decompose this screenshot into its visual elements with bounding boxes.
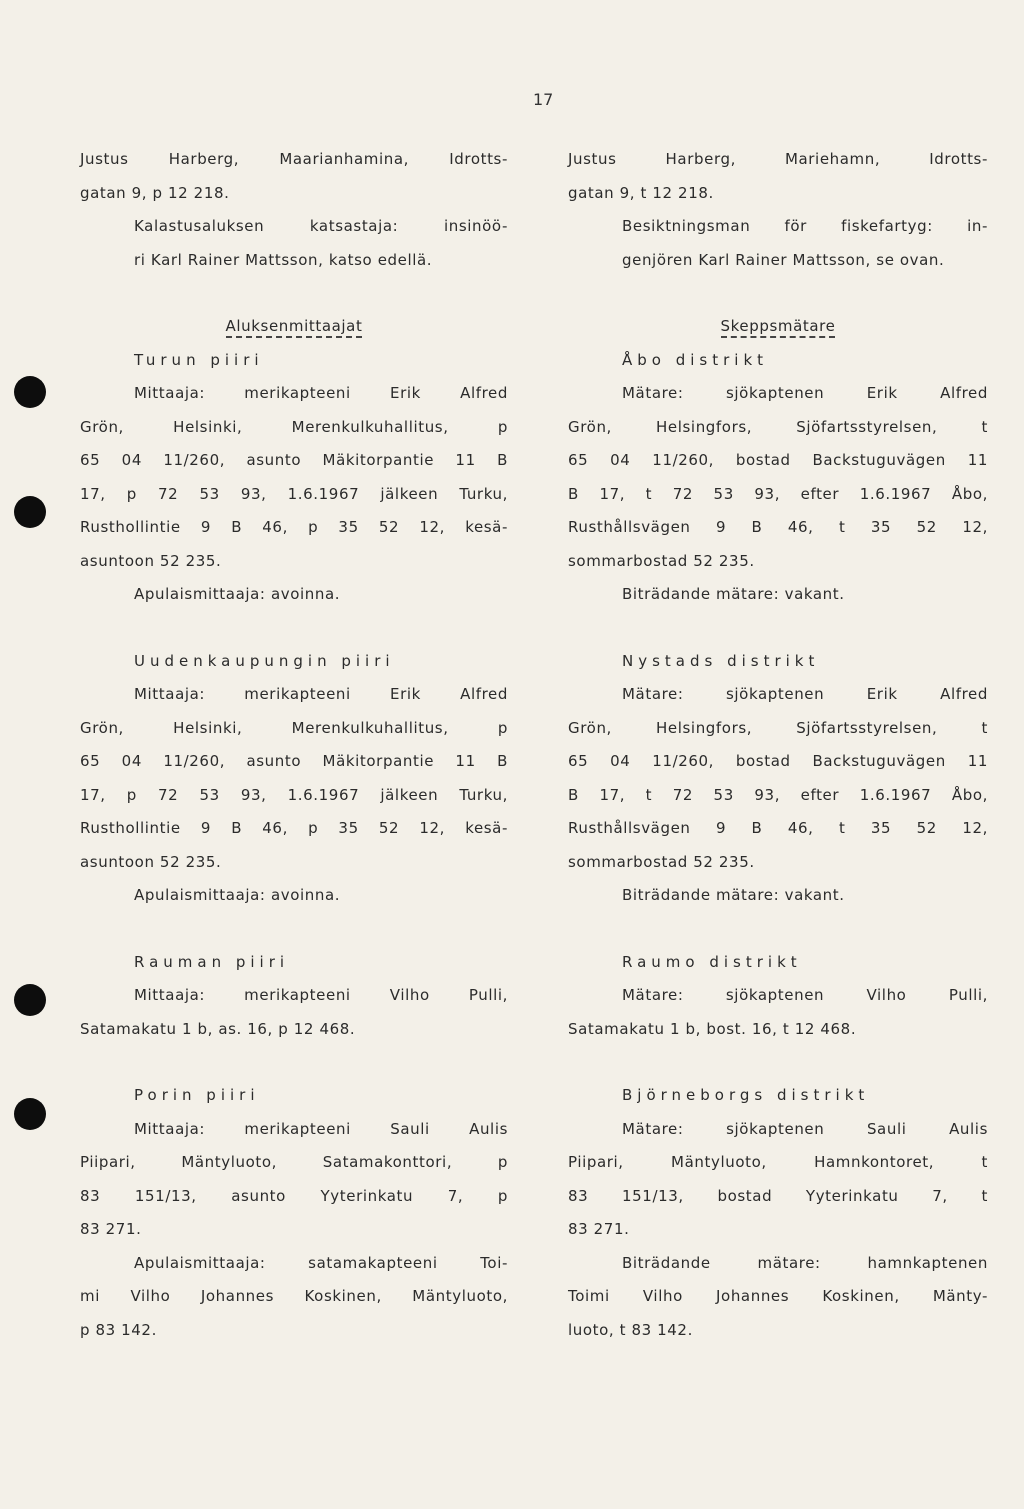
district-line: Mätare: sjökaptenen Sauli Aulis xyxy=(622,1119,988,1138)
section-heading xyxy=(80,310,508,344)
section-heading xyxy=(568,310,988,344)
intro-line: Besiktningsman för fiskefartyg: in- xyxy=(622,217,988,235)
district-line: Mittaaja: merikapteeni Erik Alfred xyxy=(134,685,508,703)
district-line: Grön, Helsinki, Merenkulkuhallitus, p xyxy=(80,417,508,436)
district-line: Satamakatu 1 b, bost. 16, t 12 468. xyxy=(568,1019,857,1038)
district-line: Rusthållsvägen 9 B 46, t 35 52 12, xyxy=(568,518,988,536)
district-line: 83 151/13, asunto Yyterinkatu 7, p xyxy=(80,1186,508,1205)
district-line: Grön, Helsinki, Merenkulkuhallitus, p xyxy=(80,718,508,737)
intro-line: gatan 9, t 12 218. xyxy=(568,183,714,202)
district-line: Mittaaja: merikapteeni Vilho Pulli, xyxy=(134,986,508,1004)
spacer xyxy=(568,612,988,645)
district-line: Mätare: sjökaptenen Erik Alfred xyxy=(622,384,988,402)
district-line: mi Vilho Johannes Koskinen, Mäntyluoto, xyxy=(80,1287,508,1305)
district-line: sommarbostad 52 235. xyxy=(568,551,755,570)
punch-hole-icon xyxy=(14,984,46,1016)
district-line: 17, p 72 53 93, 1.6.1967 jälkeen Turku, xyxy=(80,785,508,804)
intro-line: genjören Karl Rainer Mattsson, se ovan. xyxy=(622,250,945,269)
spacer xyxy=(80,1046,508,1079)
district-line: B 17, t 72 53 93, efter 1.6.1967 Åbo, xyxy=(568,785,988,804)
district-line: Apulaismittaaja: satamakapteeni Toi- xyxy=(134,1253,508,1272)
district-line: 65 04 11/260, asunto Mäkitorpantie 11 B xyxy=(80,752,508,770)
intro-line: ri Karl Rainer Mattsson, katso edellä. xyxy=(134,250,433,269)
district-line: B 17, t 72 53 93, efter 1.6.1967 Åbo, xyxy=(568,484,988,503)
spacer xyxy=(80,612,508,645)
district-line: Rusthollintie 9 B 46, p 35 52 12, kesä- xyxy=(80,819,508,837)
district-line: 65 04 11/260, bostad Backstuguvägen 11 xyxy=(568,752,988,770)
district-line: Toimi Vilho Johannes Koskinen, Mänty- xyxy=(568,1287,988,1305)
district-line: sommarbostad 52 235. xyxy=(568,852,755,871)
district-line: Rusthollintie 9 B 46, p 35 52 12, kesä- xyxy=(80,518,508,536)
intro-line: Justus Harberg, Mariehamn, Idrotts- xyxy=(568,150,988,168)
district-title: Uudenkaupungin piiri xyxy=(134,651,395,670)
district-line: Mätare: sjökaptenen Erik Alfred xyxy=(622,685,988,703)
district-line: Biträdande mätare: vakant. xyxy=(622,886,845,904)
punch-hole-icon xyxy=(14,496,46,528)
finnish-column xyxy=(80,143,508,1347)
district-title: Turun piiri xyxy=(134,350,264,369)
spacer xyxy=(568,1046,988,1079)
district-title: Björneborgs distrikt xyxy=(622,1086,870,1104)
district-line: Apulaismittaaja: avoinna. xyxy=(134,886,341,904)
district-line: Mittaaja: merikapteeni Erik Alfred xyxy=(134,384,508,402)
district-line: p 83 142. xyxy=(80,1320,157,1339)
district-line: Biträdande mätare: vakant. xyxy=(622,585,845,603)
spacer xyxy=(568,913,988,946)
intro-line: gatan 9, p 12 218. xyxy=(80,183,230,202)
district-line: Mätare: sjökaptenen Vilho Pulli, xyxy=(622,986,988,1004)
intro-line: Justus Harberg, Maarianhamina, Idrotts- xyxy=(80,150,508,168)
district-title: Nystads distrikt xyxy=(622,651,820,670)
district-line: Mittaaja: merikapteeni Sauli Aulis xyxy=(134,1119,508,1138)
district-title: Rauman piiri xyxy=(134,952,290,971)
district-line: Grön, Helsingfors, Sjöfartsstyrelsen, t xyxy=(568,718,988,737)
district-line: Piipari, Mäntyluoto, Hamnkontoret, t xyxy=(568,1153,988,1171)
district-line: asuntoon 52 235. xyxy=(80,551,222,570)
district-line: 17, p 72 53 93, 1.6.1967 jälkeen Turku, xyxy=(80,484,508,503)
district-line: 83 151/13, bostad Yyterinkatu 7, t xyxy=(568,1186,988,1205)
spacer xyxy=(568,277,988,310)
district-title: Porin piiri xyxy=(134,1086,260,1104)
district-title: Åbo distrikt xyxy=(622,350,769,369)
district-line: 65 04 11/260, asunto Mäkitorpantie 11 B xyxy=(80,451,508,469)
punch-hole-icon xyxy=(14,1098,46,1130)
page-number: 17 xyxy=(533,90,554,109)
district-line: Grön, Helsingfors, Sjöfartsstyrelsen, t xyxy=(568,417,988,436)
intro-line: Kalastusaluksen katsastaja: insinöö- xyxy=(134,217,508,235)
spacer xyxy=(80,277,508,310)
district-line: Piipari, Mäntyluoto, Satamakonttori, p xyxy=(80,1153,508,1171)
district-line: Apulaismittaaja: avoinna. xyxy=(134,585,341,603)
district-line: Satamakatu 1 b, as. 16, p 12 468. xyxy=(80,1019,356,1038)
district-line: Rusthållsvägen 9 B 46, t 35 52 12, xyxy=(568,819,988,837)
district-line: luoto, t 83 142. xyxy=(568,1320,693,1339)
district-line: Biträdande mätare: hamnkaptenen xyxy=(622,1253,988,1272)
swedish-column xyxy=(568,143,988,1347)
section-heading-text: Skeppsmätare xyxy=(721,317,836,338)
district-line: 83 271. xyxy=(80,1220,142,1238)
spacer xyxy=(80,913,508,946)
district-line: 65 04 11/260, bostad Backstuguvägen 11 xyxy=(568,451,988,469)
district-line: asuntoon 52 235. xyxy=(80,852,222,871)
district-line: 83 271. xyxy=(568,1220,630,1238)
section-heading-text: Aluksenmittaajat xyxy=(226,317,363,338)
district-title: Raumo distrikt xyxy=(622,952,802,971)
punch-hole-icon xyxy=(14,376,46,408)
